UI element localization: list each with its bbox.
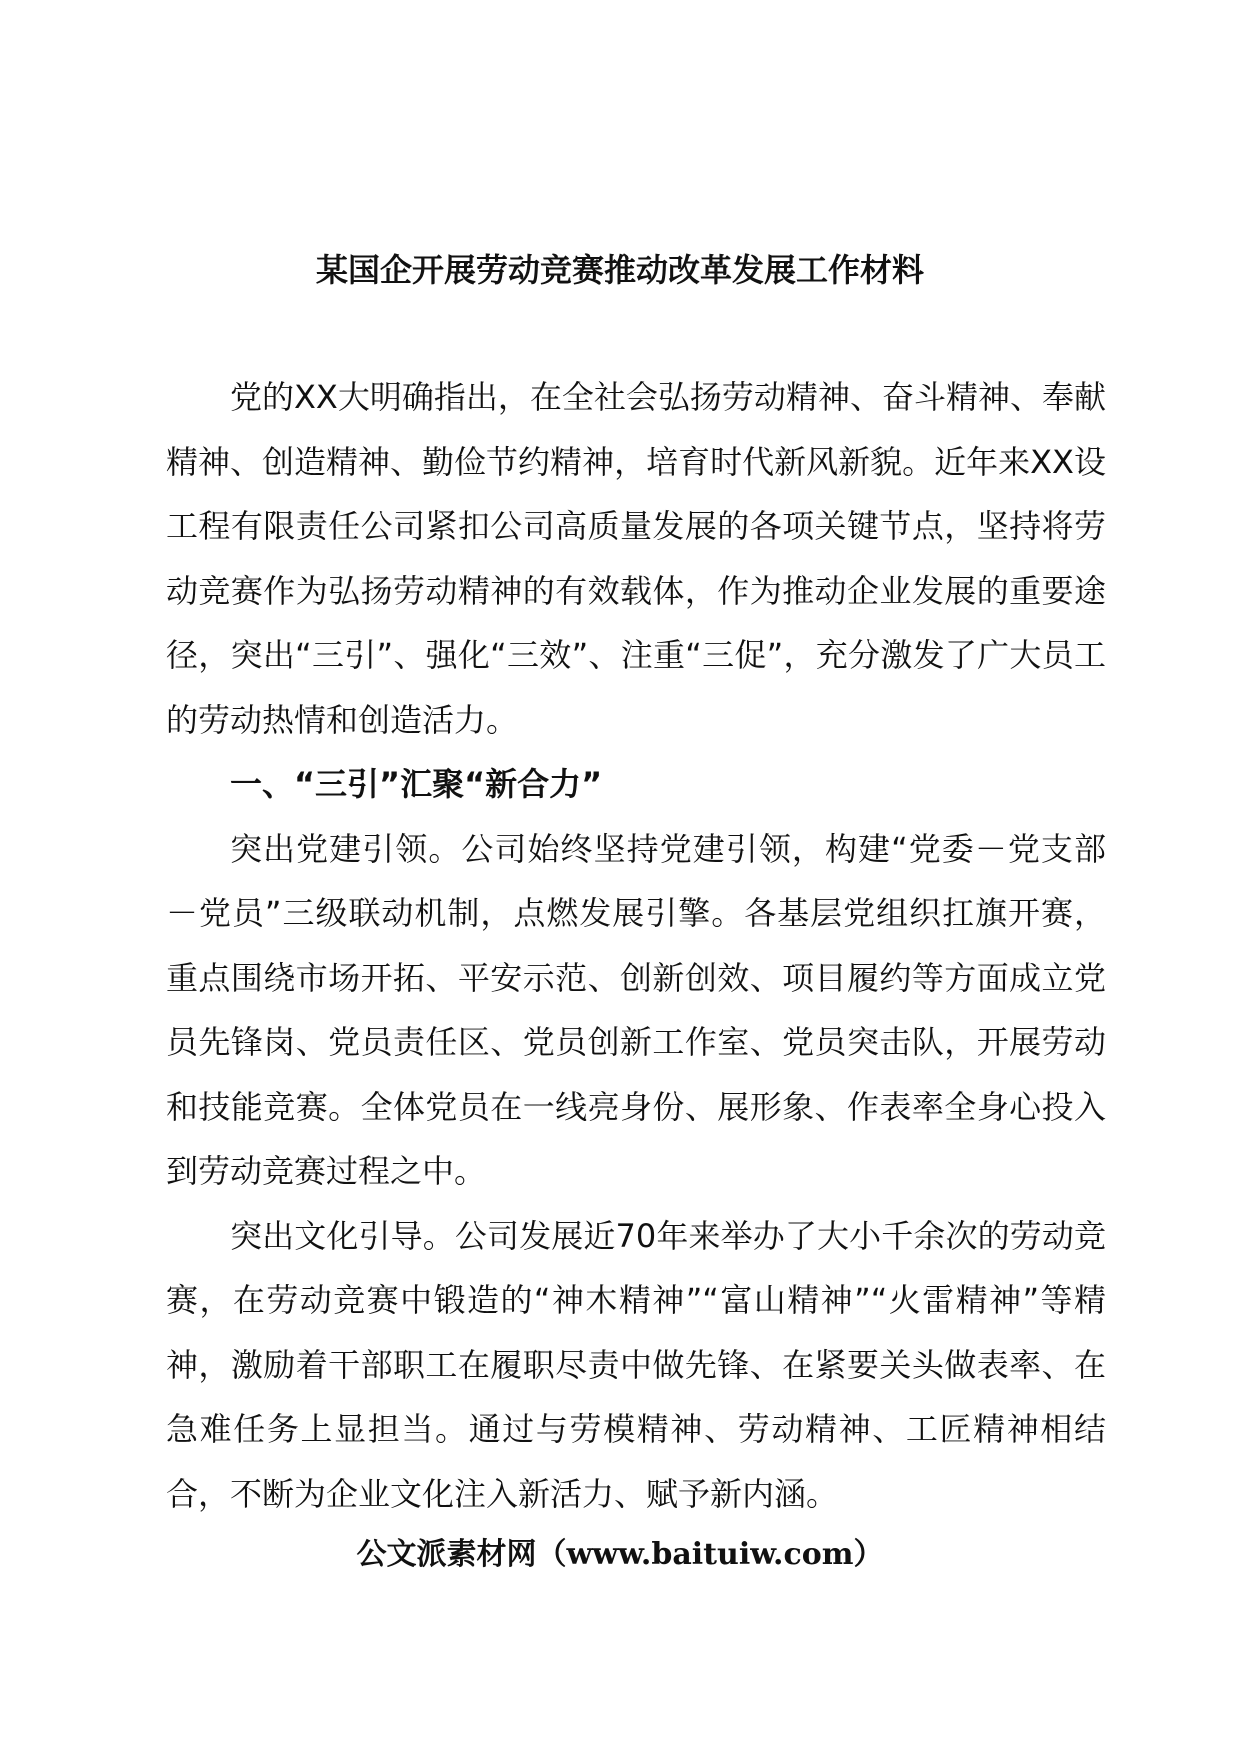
- section-heading: 一、“三引”汇聚“新合力”: [230, 765, 603, 803]
- intro-paragraph: 党的XX大明确指出，在全社会弘扬劳动精神、奋斗精神、奉献精神、创造精神、勤俭节约精神，培育时代新风新貌。近年来XX设工程有限责任公司紧扣公司高质量发展的各项关键节点，坚持将劳动竞赛作为弘扬劳动精神的有效载体，作为推动企业发展的重要途径，突出“三引”、强化“三效”、注重“三促”，充分激发了广大员工的劳动热情和创造活力。: [166, 378, 1106, 739]
- document-body: [166, 365, 1106, 1526]
- footer-source: 公文派素材网（www.baituiw.com）: [356, 1537, 884, 1572]
- body-paragraph: 突出文化引导。公司发展近70年来举办了大小千余次的劳动竞赛，在劳动竞赛中锻造的“神木精神”“富山精神”“火雷精神”等精神，激励着干部职工在履职尽责中做先锋、在紧要关头做表率、在急难任务上显担当。通过与劳模精神、劳动精神、工匠精神相结合，不断为企业文化注入新活力、赋予新内涵。: [166, 1216, 1106, 1513]
- document-title: 某国企开展劳动竞赛推动改革发展工作材料: [315, 251, 924, 289]
- body-paragraph: 突出党建引领。公司始终坚持党建引领，构建“党委－党支部－党员”三级联动机制，点燃发展引擎。各基层党组织扛旗开赛，重点围绕市场开拓、平安示范、创新创效、项目履约等方面成立党员先锋岗、党员责任区、党员创新工作室、党员突击队，开展劳动和技能竞赛。全体党员在一线亮身份、展形象、作表率全身心投入到劳动竞赛过程之中。: [166, 829, 1106, 1190]
